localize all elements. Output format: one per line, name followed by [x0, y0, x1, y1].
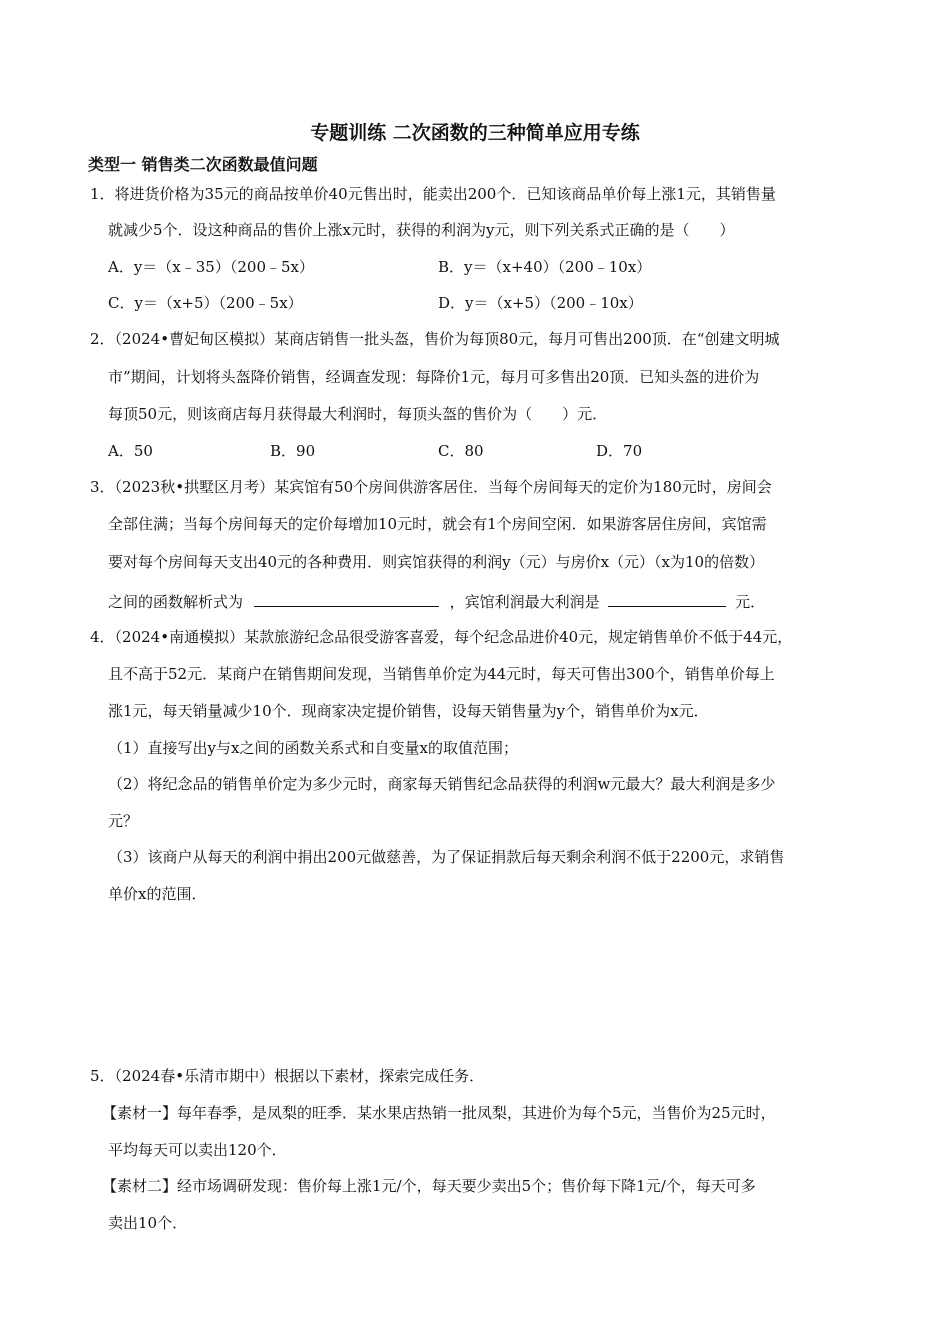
q4-sub2-line1: （2）将纪念品的销售单价定为多少元时，商家每天销售纪念品获得的利润w元最大？最大利润是多少	[108, 775, 776, 793]
page-title: 专题训练 二次函数的三种简单应用专练	[310, 122, 640, 144]
q4-line1: 4．（2024•南通模拟）某款旅游纪念品很受游客喜爱，每个纪念品进价40元，规定销售单价不低于44元，	[90, 628, 793, 646]
q4-sub1: （1）直接写出y与x之间的函数关系式和自变量x的取值范围；	[108, 739, 518, 757]
q4-sub2-line2: 元？	[108, 812, 139, 830]
q5-material1-line1: 【素材一】每年春季，是凤梨的旺季．某水果店热销一批凤梨，其进价为每个5元，当售价为25元时，	[102, 1104, 776, 1122]
q2-option-a: A．50	[108, 442, 153, 460]
q3-line2: 全部住满；当每个房间每天的定价每增加10元时，就会有1个房间空闲．如果游客居住房间，宾馆需	[108, 515, 767, 533]
q5-line1: 5．（2024春•乐清市期中）根据以下素材，探索完成任务．	[90, 1067, 485, 1085]
q2-option-b: B．90	[270, 442, 316, 460]
q1-option-a: A．y＝（x﹣35）（200﹣5x）	[108, 258, 314, 276]
q4-sub3-line2: 单价x的范围．	[108, 885, 207, 903]
q5-material1-line2: 平均每天可以卖出120个．	[108, 1141, 287, 1159]
q3-line3: 要对每个房间每天支出40元的各种费用．则宾馆获得的利润y（元）与房价x（元）（x为10的倍数）	[108, 553, 765, 571]
q5-material2-line2: 卖出10个．	[108, 1214, 188, 1232]
q2-option-d: D．70	[596, 442, 643, 460]
q5-material2-line1: 【素材二】经市场调研发现：售价每上涨1元/个，每天要少卖出5个；售价每下降1元/个，每天可多	[102, 1177, 756, 1195]
q2-line2: 市”期间，计划将头盔降价销售，经调查发现：每降价1元，每月可多售出20顶．已知头盔的进价为	[108, 368, 760, 386]
q3-line4-text-a: 之间的函数解析式为	[108, 593, 244, 611]
q2-option-c: C．80	[438, 442, 484, 460]
q1-option-c: C．y＝（x+5）（200﹣5x）	[108, 294, 303, 312]
q3-line4	[108, 591, 765, 612]
q1-option-b: B．y＝（x+40）（200﹣10x）	[438, 258, 652, 276]
q3-line4-text-c: 元．	[735, 593, 766, 611]
q4-line3: 涨1元，每天销量减少10个．现商家决定提价销售，设每天销售量为y个，销售单价为x元．	[108, 702, 709, 720]
q2-line1: 2．（2024•曹妃甸区模拟）某商店销售一批头盔，售价为每顶80元，每月可售出200顶．在“创建文明城	[90, 330, 780, 348]
q3-line1: 3．（2023秋•拱墅区月考）某宾馆有50个房间供游客居住．当每个房间每天的定价为180元时，房间会	[90, 478, 772, 496]
q1-line1: 1．将进货价格为35元的商品按单价40元售出时，能卖出200个．已知该商品单价每上涨1元，其销售量	[90, 185, 776, 203]
q3-answer-blank-2[interactable]	[608, 592, 726, 607]
section-heading-type1: 类型一 销售类二次函数最值问题	[88, 155, 318, 174]
q4-sub3-line1: （3）该商户从每天的利润中捐出200元做慈善，为了保证捐款后每天剩余利润不低于2200元，求销售	[108, 848, 785, 866]
q3-answer-blank-1[interactable]	[254, 592, 439, 607]
q1-line2: 就减少5个．设这种商品的售价上涨x元时，获得的利润为y元，则下列关系式正确的是（ ）	[108, 221, 735, 239]
q1-option-d: D．y＝（x+5）（200﹣10x）	[438, 294, 643, 312]
q3-line4-text-b: ，宾馆利润最大利润是	[449, 593, 600, 611]
q4-line2: 且不高于52元．某商户在销售期间发现，当销售单价定为44元时，每天可售出300个，销售单价每上	[108, 665, 775, 683]
q2-line3: 每顶50元，则该商店每月获得最大利润时，每顶头盔的售价为（ ）元．	[108, 405, 608, 423]
